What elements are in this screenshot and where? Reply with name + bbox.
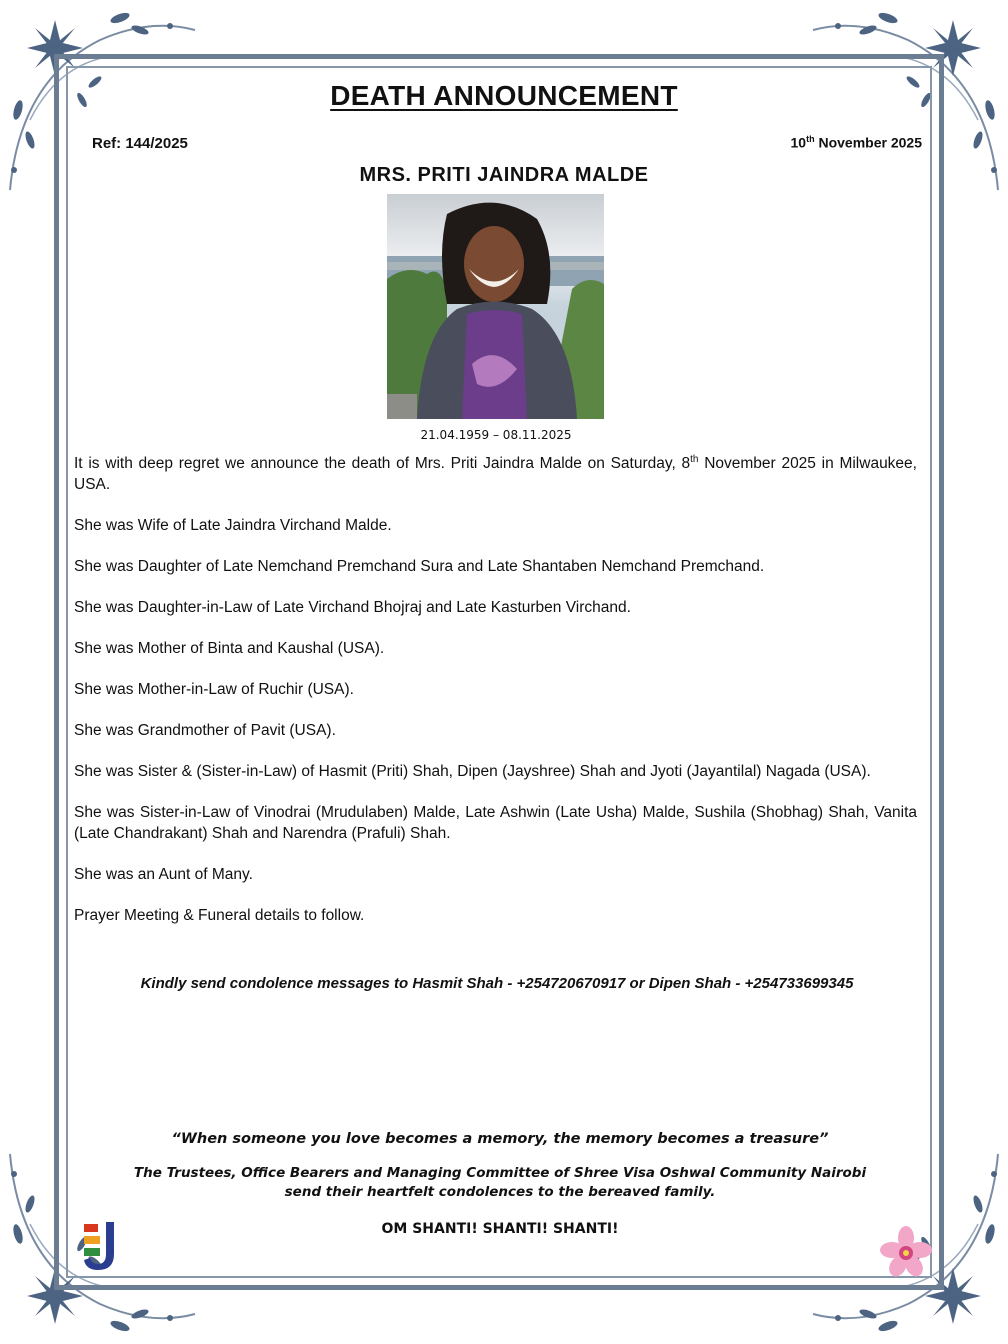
paragraph-mother: She was Mother of Binta and Kaushal (USA). xyxy=(74,640,385,657)
announcement-date xyxy=(791,134,922,151)
condolence-message xyxy=(0,1164,1000,1202)
intro-part-a: It is with deep regret we announce the death of Mrs. Priti Jaindra Malde on Saturday, 8 xyxy=(74,455,691,472)
deceased-name: MRS. PRITI JAINDRA MALDE xyxy=(359,164,649,186)
date-rest: November 2025 xyxy=(814,134,922,151)
page-title: DEATH ANNOUNCEMENT xyxy=(330,80,678,111)
paragraph-mother-in-law: She was Mother-in-Law of Ruchir (USA). xyxy=(74,681,354,698)
intro-part-b: November 2025 in Milwaukee, USA. xyxy=(74,455,917,493)
date-suffix: th xyxy=(806,134,815,144)
paragraph-grandmother: She was Grandmother of Pavit (USA). xyxy=(74,722,336,739)
life-dates: 21.04.1959 – 08.11.2025 xyxy=(420,428,572,442)
memorial-quote: “When someone you love becomes a memory, the memory becomes a treasure” xyxy=(171,1131,829,1147)
paragraph-prayer: Prayer Meeting & Funeral details to follow. xyxy=(74,907,365,924)
paragraph-daughter-in-law: She was Daughter-in-Law of Late Virchand Bhojraj and Late Kasturben Virchand. xyxy=(74,599,631,616)
condolence-line-1: The Trustees, Office Bearers and Managing Committee of Shree Visa Oshwal Community Nairobi xyxy=(133,1165,867,1181)
community-logo-icon xyxy=(80,1218,120,1274)
intro-paragraph xyxy=(74,453,917,495)
portrait-photo xyxy=(387,194,604,419)
paragraph-daughter: She was Daughter of Late Nemchand Premchand Sura and Late Shantaben Nemchand Premchand. xyxy=(74,558,765,575)
paragraph-sister: She was Sister & (Sister-in-Law) of Hasmit (Priti) Shah, Dipen (Jayshree) Shah and Jyoti (Jayantilal) Nagada (USA). xyxy=(74,763,871,780)
flower-icon xyxy=(880,1226,932,1278)
announcement-body xyxy=(74,453,917,946)
reference-number: Ref: 144/2025 xyxy=(92,135,188,152)
intro-suffix: th xyxy=(690,453,699,465)
condolence-line-2: send their heartfelt condolences to the bereaved family. xyxy=(284,1184,716,1200)
paragraph-wife: She was Wife of Late Jaindra Virchand Malde. xyxy=(74,517,392,534)
contact-line: Kindly send condolence messages to Hasmit Shah - +254720670917 or Dipen Shah - +254733699345 xyxy=(140,975,854,992)
date-day: 10 xyxy=(790,134,807,151)
paragraph-sister-in-law: She was Sister-in-Law of Vinodrai (Mrudulaben) Malde, Late Ashwin (Late Usha) Malde, Sushila (Shobhag) Shah, Vanita (Late Chandrakant) Shah and Narendra (Prafuli) Shah. xyxy=(74,804,917,842)
paragraph-aunt: She was an Aunt of Many. xyxy=(74,866,253,883)
shanti-line: OM SHANTI! SHANTI! SHANTI! xyxy=(381,1221,619,1237)
